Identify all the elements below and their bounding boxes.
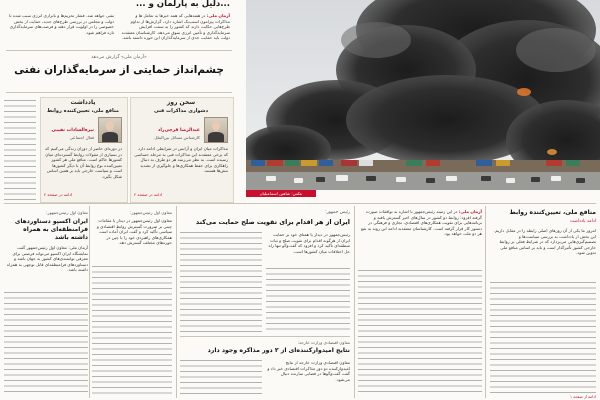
bottom-center-text: معاون اقتصادی وزارت خارجه از نتایج امیدوارکننده دو دور مذاکرات اقتصادی خبر داد و گفت گفت‌وگوها در فضایی سازنده دنبال می‌شود. xyxy=(267,360,350,382)
spokesman-continued: ادامه در صفحه ۴ xyxy=(134,192,163,197)
memo-subtitle: منافع ملی، تعیین‌کننده روابط xyxy=(46,108,120,114)
bottom-center-headline: نتایج امیدوارکننده‌ای از ۲ دور مذاکره وجود دارد xyxy=(207,347,350,354)
memo-author-photo xyxy=(98,117,122,143)
memo-continued: ادامه در صفحه ۴ xyxy=(44,192,73,197)
divider xyxy=(4,203,596,204)
bottom-center-kicker: معاون اقتصادی وزارت خارجه: xyxy=(297,340,350,345)
top-headline: ...دلیل به پارلمان و ... xyxy=(135,0,230,9)
armanmelli-article xyxy=(358,209,482,267)
divider xyxy=(6,92,232,93)
memo-author-name: نیره‌السادات نقیبی xyxy=(51,128,94,133)
spokesman-author-role: کارشناس مسائل بین‌الملل xyxy=(154,135,200,140)
top-lead-text: در هفته‌هایی که همه خبرها به تعامل ها و مذاکرات پیرامون اسنپ‌بک اشاره دارد، گزارش‌ها از تداوم طرح‌هایی حکایت دارند که کشور را به سمت افزایش سرمایه‌گذاری و تأمین انرژی سوق می‌دهد. کارشناسان معتقدند دولت باید حمایت جدی از سرمایه‌گذاران این حوزه داشته باشد. xyxy=(121,13,230,41)
spokesman-author-name: عبدالرضا فرجی‌راد xyxy=(158,128,200,133)
spokesman-title: سخن روز xyxy=(166,99,196,106)
top-lead-label: آرمان ملی: xyxy=(206,13,230,18)
oil-headline: چشم‌انداز حمایتی از سرمایه‌گذاران نفتی xyxy=(14,64,224,76)
smoke-photo-svg xyxy=(246,0,600,190)
bottom-left-text: آرمان ملی: معاون اول رئیس‌جمهور گفت نمایشگاه ایران اکسپو می‌تواند فرصتی برای معرفی توانمندی‌های کشور به جهان باشد و دستاوردهای فرامنطقه‌ای قابل توجهی به همراه داشته باشد. xyxy=(6,245,88,273)
column-divider xyxy=(176,206,177,398)
column-text-lines xyxy=(4,100,36,200)
armanmelli-text: در این زمینه رئیس‌جمهور با اشاره به توافقات صورت گرفته افزود: روابط دو کشور در سال‌های اخیر گسترش یافته و برنامه‌هایی برای تقویت همکاری‌های اقتصادی، تجاری و فرهنگی در دستور کار قرار گرفته است. کارشناسان معتقدند ادامه این روند به نفع هر دو ملت خواهد بود. xyxy=(360,209,482,237)
news-photo xyxy=(246,0,600,190)
armanmelli-lines xyxy=(358,270,482,394)
bottom-center-lines xyxy=(180,360,262,396)
right-column-headline: منافع ملی، تعیین‌کننده روابط xyxy=(509,209,596,216)
divider xyxy=(180,336,350,337)
bottom-left-kicker: معاون اول رئیس‌جمهور: xyxy=(46,210,88,215)
iran-china-kicker: معاون اول رئیس‌جمهور: xyxy=(130,210,172,215)
column-divider xyxy=(354,206,355,398)
right-column-lines xyxy=(490,282,596,394)
peace-headline: ایران از هر اقدام برای تقویت صلح حمایت می‌کند xyxy=(195,218,350,226)
memo-author-role: فعال اجتماعی xyxy=(69,135,94,140)
spokesman-text: مذاکرات میان ایران و آژانس در شرایطی ادامه دارد که برخی معتقدند این مذاکرات فنی به مرحله حساسی رسیده است. به نظر می‌رسد هر دو طرف به دنبال راهکاری برای حفظ همکاری‌ها و جلوگیری از تشدید تنش‌ها هستند. xyxy=(134,146,228,174)
top-side-text: نفتی خواهد شد. فشار تحریم‌ها و ناترازی انرژی سبب شده تا دولت و مجلس در بررسی طرح‌های جدید، حمایت از بخش خصوصی را در اولویت قرار دهند و فرصت‌های سرمایه‌گذاری تازه فراهم شود. xyxy=(9,13,114,35)
divider xyxy=(6,50,232,51)
column-divider xyxy=(485,206,486,398)
peace-kicker: رئیس جمهور: xyxy=(325,210,350,215)
peace-lines-2 xyxy=(266,268,350,332)
column-divider xyxy=(89,206,90,398)
oil-kicker: «آرمان ملی» گزارش می‌دهد xyxy=(91,55,147,60)
iran-china-text: معاون اول رئیس‌جمهور در دیدار با مقامات چینی بر ضرورت گسترش روابط اقتصادی و سیاسی تأکید کرد و گفت ایران آماده است همکاری‌های راهبردی خود را با چین در حوزه‌های مختلف گسترش دهد. xyxy=(96,218,172,246)
memo-title: یادداشت xyxy=(70,99,96,106)
spokesman-author-photo xyxy=(204,117,228,143)
right-column-text: امروز ما یکی از آن روزهای اصلی رابطه را در مقابل داریم. این بخش از یادداشت به بررسی سیاست‌ها و تصمیم‌گیری‌هایی می‌پردازد که در شرایط فعلی بر روابط خارجی کشور تأثیرگذار است و باید بر اساس منافع ملی تدوین شود. xyxy=(493,228,596,256)
right-column-continued: ادامه از صفحه ۱ xyxy=(569,394,596,399)
iran-china-lines xyxy=(92,266,172,396)
bottom-left-lines xyxy=(4,292,88,396)
bottom-left-headline: ایران اکسپو دستاوردهای فرامنطقه‌ای به همراه داشته باشد xyxy=(14,218,88,241)
armanmelli-label: آرمان ملی: xyxy=(458,209,482,214)
top-lead xyxy=(120,13,230,43)
peace-lines xyxy=(180,232,262,332)
right-column-sub: ادامه یادداشت xyxy=(569,219,596,224)
peace-text: رئیس‌جمهور در دیدار با همتای خود بر حمایت ایران از هرگونه اقدام برای تقویت صلح و ثبات منطقه‌ای تأکید کرد و افزود که گفت‌وگو تنها راه حل اختلافات میان کشورها است. xyxy=(268,232,350,254)
photo-caption: عکس: شاهین اسماعیلیان xyxy=(246,190,316,197)
memo-text: در دوره‌ای حاضر از دوران زندگی می‌کنیم که در بسیاری از مقولات روابط گسترده‌ای میان کشورها حاکم است. منافع ملی هر کشور تعیین‌کننده نوع روابط آن با دیگر کشورها است و سیاست خارجی باید بر همین اساس شکل بگیرد. xyxy=(45,146,122,179)
spokesman-subtitle: دشواری مذاکرات فنی xyxy=(153,108,209,114)
